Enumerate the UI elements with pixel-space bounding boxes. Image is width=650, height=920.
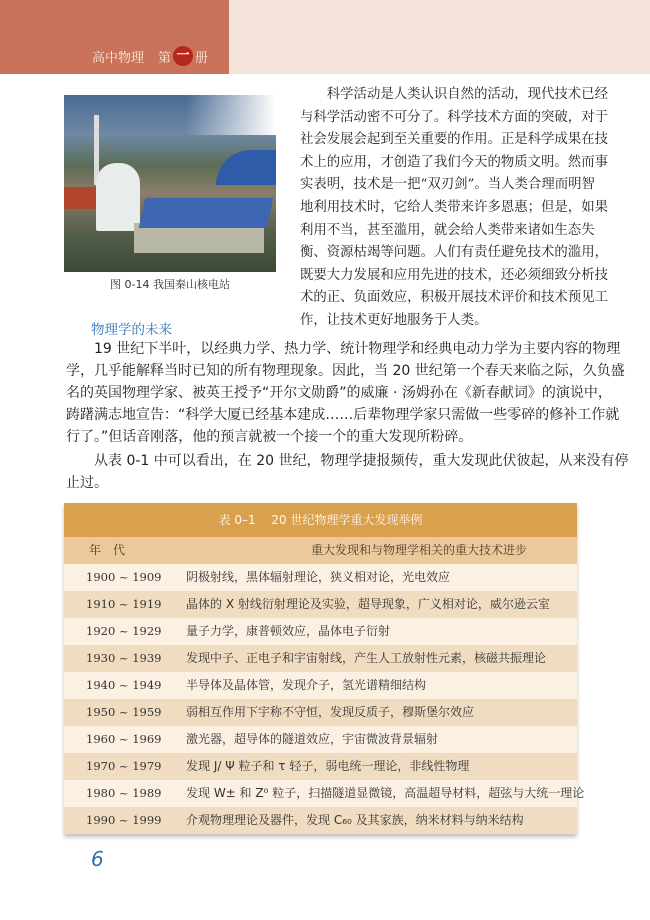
table-row xyxy=(64,564,577,591)
discovery-cell: 量子力学，康普顿效应，晶体电子衍射 xyxy=(186,624,391,638)
decade-cell: 1900 ~ 1909 xyxy=(86,570,162,584)
text-line: 利用不当，甚至滥用，就会给人类带来诸如生态失 xyxy=(300,222,595,238)
decade-cell: 1980 ~ 1989 xyxy=(86,786,162,800)
text-line: 社会发展会起到至关重要的作用。正是科学成果在技 xyxy=(300,132,608,148)
discovery-cell: 发现 J/ Ψ 粒子和 τ 轻子，弱电统一理论，非线性物理 xyxy=(186,759,470,773)
text-line: 衡、资源枯竭等问题。人们有责任避免技术的滥用， xyxy=(300,245,608,261)
volume-suffix: 册 xyxy=(195,50,209,66)
text-line: 作，让技术更好地服务于人类。 xyxy=(300,312,488,328)
paragraph-2 xyxy=(66,450,629,494)
decade-cell: 1930 ~ 1939 xyxy=(86,651,162,665)
discovery-cell: 发现 W± 和 Z⁰ 粒子，扫描隧道显微镜，高温超导材料，超弦与大统一理论 xyxy=(186,786,585,800)
text-line: 实表明，技术是一把“双刃剑”。当人类合理而明智 xyxy=(300,177,595,193)
text-line: 既要大力发展和应用先进的技术，还必须细致分析技 xyxy=(300,267,608,283)
table-row xyxy=(64,753,577,780)
decade-cell: 1910 ~ 1919 xyxy=(86,597,162,611)
table-row xyxy=(64,726,577,753)
decade-cell: 1940 ~ 1949 xyxy=(86,678,162,692)
decade-cell: 1990 ~ 1999 xyxy=(86,813,162,827)
section-title: 物理学的未来 xyxy=(91,322,172,338)
volume-prefix: 第 xyxy=(158,50,172,66)
text-line: 学，几乎能解释当时已知的所有物理现象。因此，当 20 世纪第一个春天来临之际，久负盛 xyxy=(66,363,625,379)
discoveries-table xyxy=(64,503,585,834)
header-band-right xyxy=(229,0,650,74)
discovery-cell: 晶体的 X 射线衍射理论及实验，超导现象，广义相对论，威尔逊云室 xyxy=(186,597,550,611)
discovery-cell: 弱相互作用下宇称不守恒，发现反质子，穆斯堡尔效应 xyxy=(186,705,475,719)
text-line: 行了。”但话音刚落，他的预言就被一个接一个的重大发现所粉碎。 xyxy=(66,429,473,445)
page-number: 6 xyxy=(91,847,104,871)
nuclear-plant-photo xyxy=(64,95,276,272)
decade-cell: 1950 ~ 1959 xyxy=(86,705,162,719)
discovery-cell: 激光器，超导体的隧道效应，宇宙微波背景辐射 xyxy=(186,732,439,746)
text-line: 科学活动是人类认识自然的活动，现代技术已经 xyxy=(300,87,608,102)
table-row xyxy=(64,699,577,726)
text-line: 术的正、负面效应，积极开展技术评价和技术预见工 xyxy=(300,290,608,306)
table-row xyxy=(64,780,585,807)
paragraph-1 xyxy=(66,338,625,448)
discovery-cell: 阴极射线，黑体辐射理论，狭义相对论，光电效应 xyxy=(186,570,451,584)
discovery-cell: 发现中子、正电子和宇宙射线，产生人工放射性元素，核磁共振理论 xyxy=(186,651,547,665)
table-row xyxy=(64,672,577,699)
decade-cell: 1970 ~ 1979 xyxy=(86,759,162,773)
decade-cell: 1960 ~ 1969 xyxy=(86,732,162,746)
decade-cell: 1920 ~ 1929 xyxy=(86,624,162,638)
book-title: 高中物理 xyxy=(92,50,145,66)
discovery-cell: 半导体及晶体管，发现介子，氢光谱精细结构 xyxy=(186,678,427,692)
text-line: 与科学活动密不可分了。科学技术方面的突破，对于 xyxy=(300,109,608,125)
table-title: 表 0–1 20 世纪物理学重大发现举例 xyxy=(64,503,577,537)
discovery-cell: 介观物理理论及器件，发现 C₆₀ 及其家族，纳米材料与纳米结构 xyxy=(186,813,524,827)
text-line: 19 世纪下半叶，以经典力学、热力学、统计物理学和经典电动力学为主要内容的物理 xyxy=(66,341,621,357)
text-line: 名的英国物理学家、被英王授予“开尔文勋爵”的威廉 · 汤姆孙在《新春献词》的演说中， xyxy=(66,385,612,401)
text-line: 止过。 xyxy=(66,475,108,491)
side-paragraph xyxy=(300,84,612,333)
header-discoveries: 重大发现和与物理学相关的重大技术进步 xyxy=(311,543,528,557)
table-row xyxy=(64,807,577,834)
header-decade: 年 代 xyxy=(89,543,126,557)
text-line: 从表 0-1 中可以看出，在 20 世纪，物理学捷报频传，重大发现此伏彼起，从来没有停 xyxy=(66,453,629,469)
text-line: 踌躇满志地宣告：“科学大厦已经基本建成……后辈物理学家只需做一些零碎的修补工作就 xyxy=(66,407,620,423)
table-header xyxy=(64,537,577,564)
table-row xyxy=(64,618,577,645)
running-header xyxy=(92,46,208,66)
volume-badge: 一 xyxy=(173,46,193,66)
table-row xyxy=(64,645,577,672)
figure-caption: 图 0-14 我国秦山核电站 xyxy=(110,278,230,291)
text-line: 术上的应用，才创造了我们今天的物质文明。然而事 xyxy=(300,154,608,170)
text-line: 地利用技术时，它给人类带来许多恩惠；但是，如果 xyxy=(300,199,608,215)
table-row xyxy=(64,591,577,618)
